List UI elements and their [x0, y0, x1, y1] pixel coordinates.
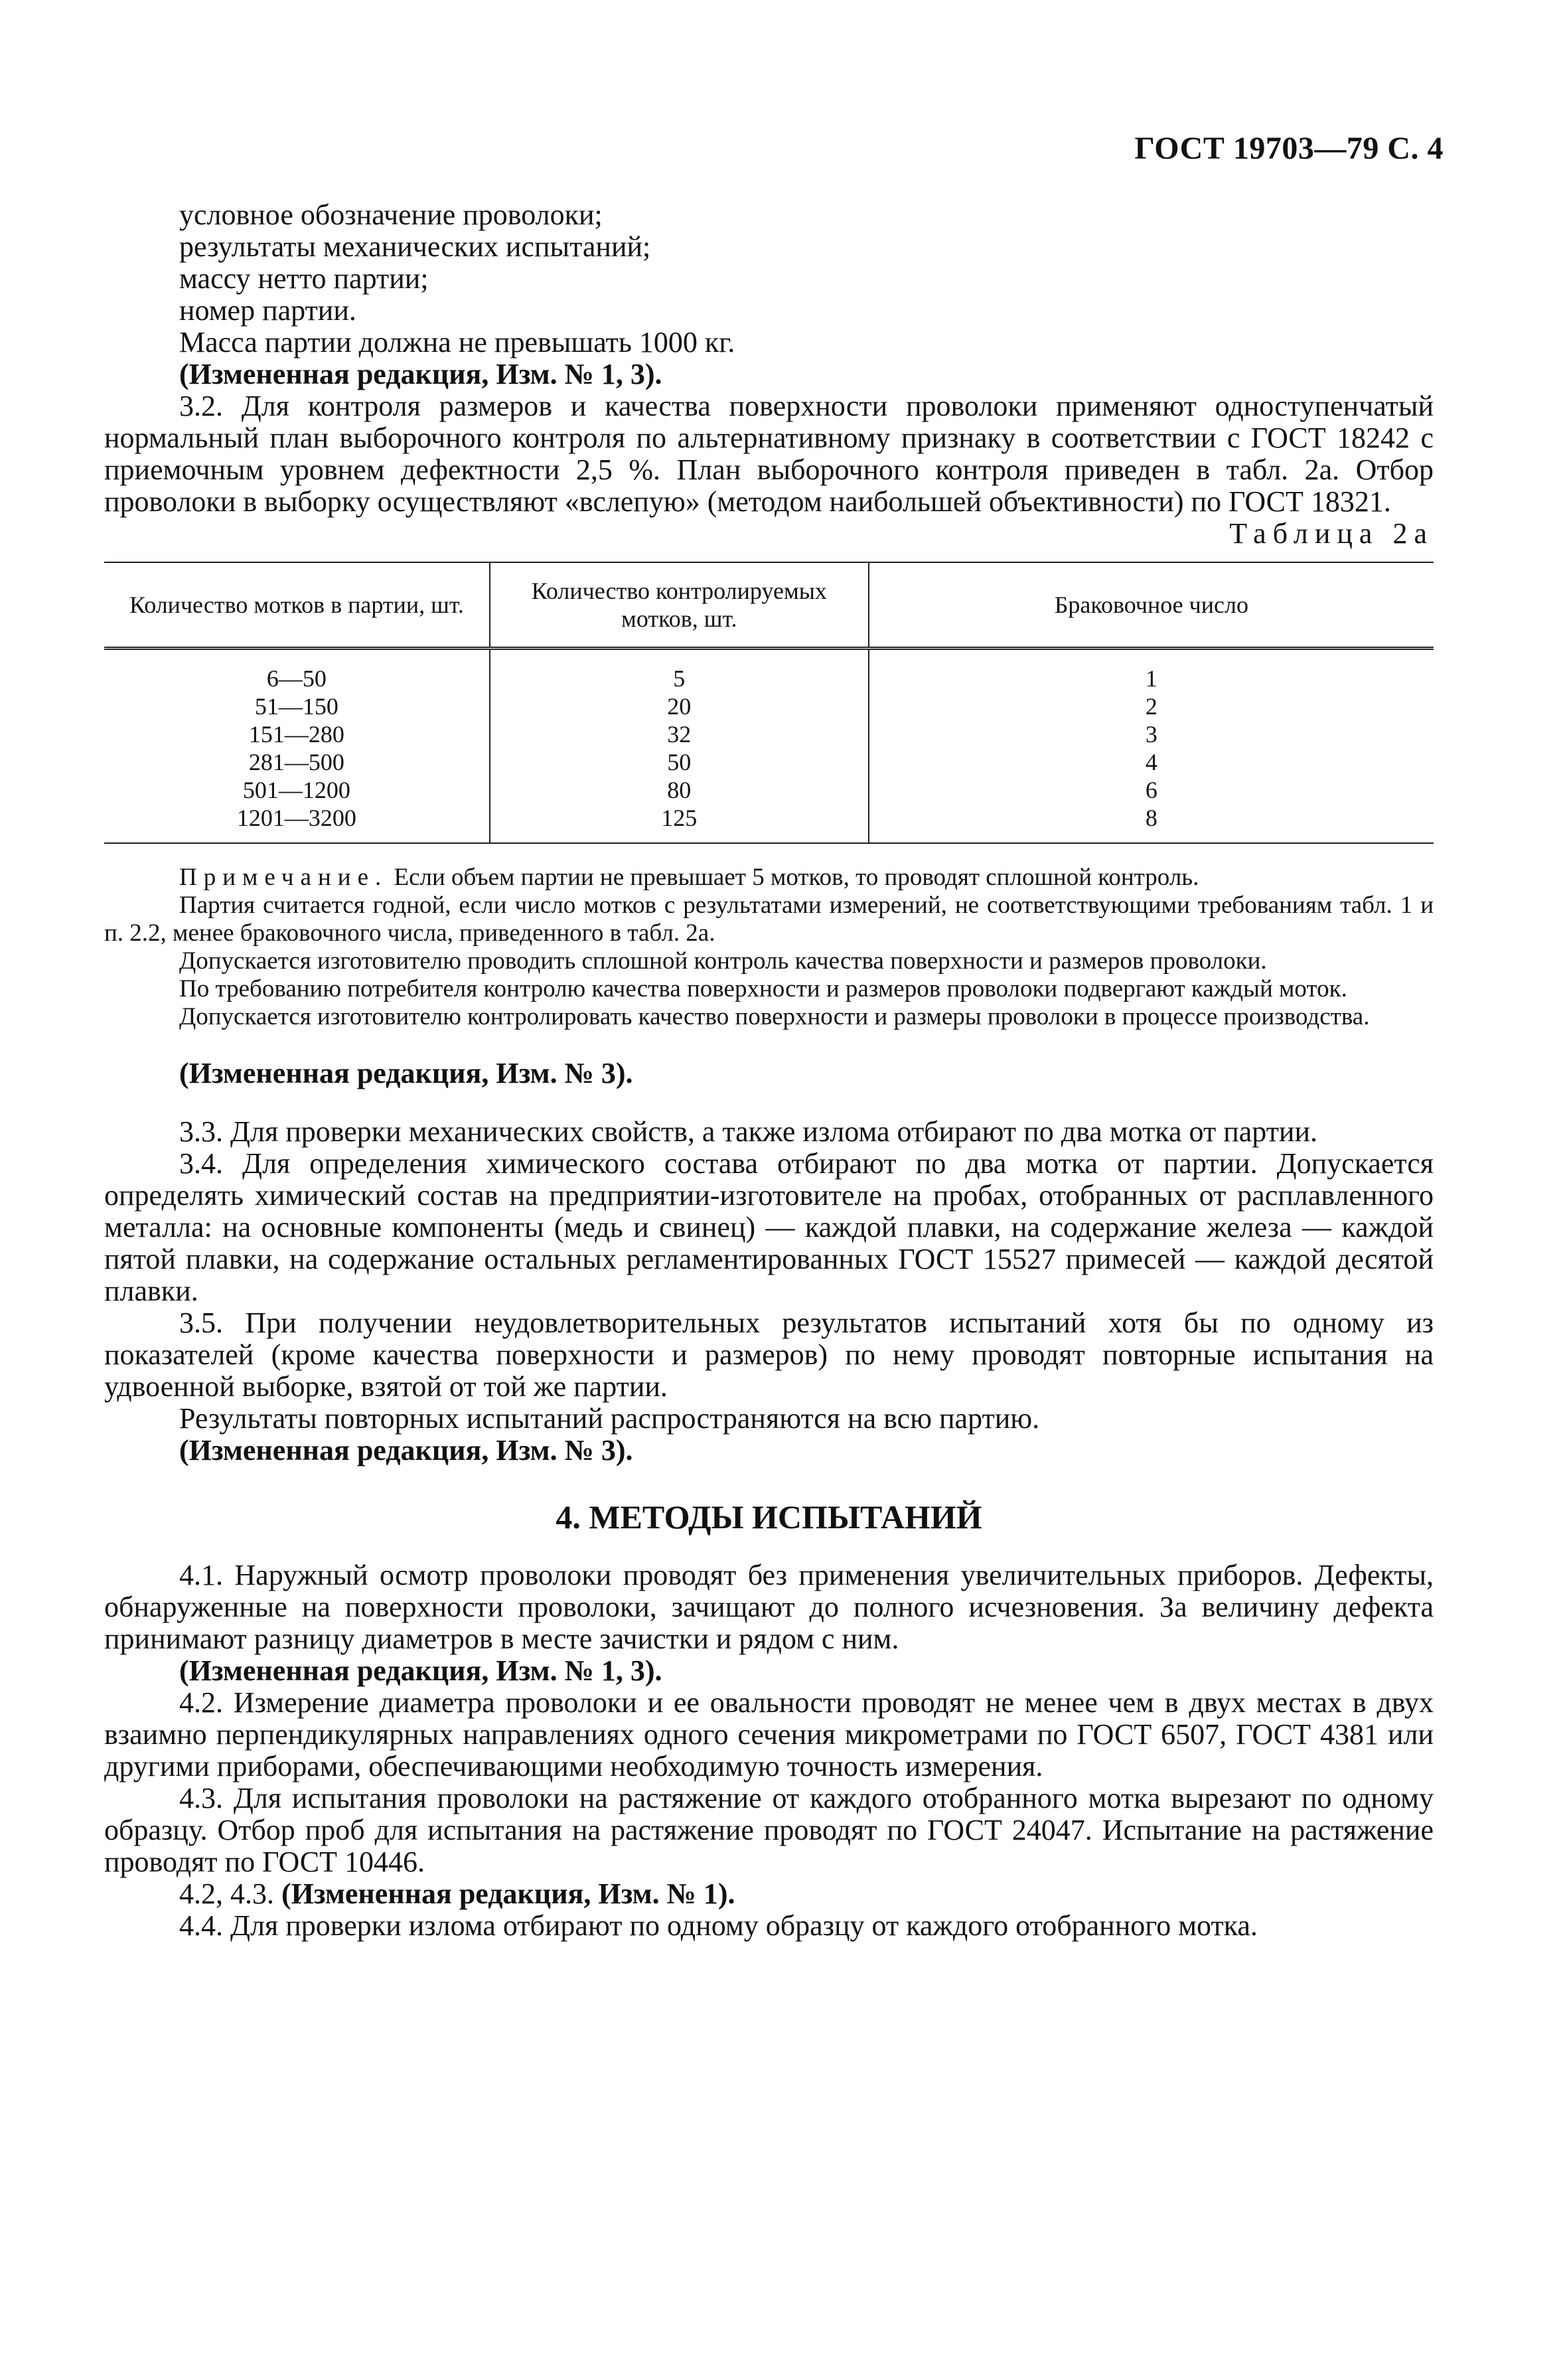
note-paragraph: Партия считается годной, если число мотков с результатами измерений, не соответствующими требованиям табл. 1 и п. 2.2, менее браковочного числа, приведенного в табл. 2а. [104, 892, 1434, 947]
list-item: массу нетто партии; [179, 262, 429, 295]
table-cell: 20 [490, 692, 869, 720]
note-paragraph: Допускается изготовителю контролировать качество поверхности и размеры проволоки в процессе производства. [179, 1003, 1370, 1030]
section-title: 4. МЕТОДЫ ИСПЫТАНИЙ [556, 1498, 982, 1536]
edit-text: (Измененная редакция, Изм. № 1). [281, 1877, 735, 1910]
table-row [104, 748, 1434, 776]
table-cell: 151—280 [248, 721, 344, 748]
table-cell: 6—50 [266, 665, 327, 692]
table-2a [104, 562, 1434, 844]
note-paragraph: По требованию потребителя контролю качества поверхности и размеров проволоки подвергают каждый моток. [179, 975, 1347, 1002]
column-header: Количество мотков в партии, шт. [104, 562, 490, 649]
edit-note-4-2-4-3 [104, 1878, 1434, 1910]
table-cell: 8 [869, 804, 1434, 843]
table-row [104, 720, 1434, 748]
table-row [104, 649, 1434, 693]
table-cell: 51—150 [254, 693, 338, 720]
paragraph-4-1: 4.1. Наружный осмотр проволоки проводят без применения увеличительных приборов. Дефекты, обнаруженные на поверхности проволоки, зачищают до полного исчезновения. За величину дефекта принимают разницу диаметров в месте зачистки и рядом с ним. [104, 1559, 1434, 1655]
paragraph-3-4: 3.4. Для определения химического состава отбирают по два мотка от партии. Допускается определять химический состав на предприятии-изготовителе на пробах, отобранных от расплавленного металла: на основные компоненты (медь и свинец) — каждой плавки, на содержание железа — каждой пятой плавки, на содержание остальных регламентированных ГОСТ 15527 примесей — каждой десятой плавки. [104, 1147, 1434, 1307]
table-note [104, 864, 1434, 1031]
column-header: Количество контролируемых мотков, шт. [490, 562, 869, 649]
edit-note: (Измененная редакция, Изм. № 1, 3). [179, 1654, 662, 1687]
edit-note: (Измененная редакция, Изм. № 1, 3). [179, 358, 662, 390]
table-cell: 1 [869, 649, 1434, 693]
list-item: результаты механических испытаний; [179, 230, 651, 263]
table-row [104, 692, 1434, 720]
paragraph-4-3: 4.3. Для испытания проволоки на растяжение от каждого отобранного мотка вырезают по одному образцу. Отбор проб для испытания на растяжение проводят по ГОСТ 24047. Испытание на растяжение проводят по ГОСТ 10446. [104, 1782, 1434, 1878]
note-text: Если объем партии не превышает 5 мотков, то проводят сплошной контроль. [394, 864, 1199, 891]
note-paragraph: Допускается изготовителю проводить сплошной контроль качества поверхности и размеров проволоки. [179, 947, 1267, 975]
edit-note: (Измененная редакция, Изм. № 3). [179, 1057, 633, 1089]
paragraph-4-2: 4.2. Измерение диаметра проволоки и ее овальности проводят не менее чем в двух местах в двух взаимно перпендикулярных направлениях одного сечения микрометрами по ГОСТ 6507, ГОСТ 4381 или другими приборами, обеспечивающими необходимую точность измерения. [104, 1686, 1434, 1783]
table-cell: 6 [869, 776, 1434, 804]
column-header: Браковочное число [869, 562, 1434, 649]
table-cell: 1201—3200 [236, 805, 356, 831]
list-item: Масса партии должна не превышать 1000 кг. [179, 326, 735, 358]
table-cell: 501—1200 [242, 777, 350, 803]
paragraph-3-5-result: Результаты повторных испытаний распространяются на всю партию. [179, 1402, 1040, 1435]
table-cell: 3 [869, 720, 1434, 748]
table-cell: 50 [490, 748, 869, 776]
table-caption: Таблица 2а [1229, 517, 1434, 550]
table-header-row [104, 562, 1434, 649]
table-cell: 281—500 [248, 749, 344, 775]
table-cell: 125 [490, 804, 869, 843]
table-cell: 4 [869, 748, 1434, 776]
table-row [104, 804, 1434, 843]
list-item: номер партии. [179, 294, 356, 327]
table-row [104, 776, 1434, 804]
table-cell: 32 [490, 720, 869, 748]
main-text [104, 199, 1434, 1942]
paragraph-3-3: 3.3. Для проверки механических свойств, а также излома отбирают по два мотка от партии. [179, 1115, 1318, 1148]
paragraph-3-2: 3.2. Для контроля размеров и качества поверхности проволоки применяют одноступенчатый нормальный план выборочного контроля по альтернативному признаку в соответствии с ГОСТ 18242 с приемочным уровнем дефектности 2,5 %. План выборочного контроля приведен в табл. 2а. Отбор проволоки в выборку осуществляют «вслепую» (методом наибольшей объективности) по ГОСТ 18321. [104, 390, 1434, 518]
page-header: ГОСТ 19703—79 С. 4 [1134, 131, 1444, 166]
list-item: условное обозначение проволоки; [179, 198, 603, 231]
note-label: Примечание. [179, 864, 388, 891]
note-first-line [104, 864, 1434, 892]
edit-note: (Измененная редакция, Изм. № 3). [179, 1434, 633, 1467]
paragraph-4-4: 4.4. Для проверки излома отбирают по одному образцу от каждого отобранного мотка. [179, 1909, 1258, 1942]
edit-prefix: 4.2, 4.3. [179, 1877, 274, 1910]
table-cell: 2 [869, 692, 1434, 720]
table-cell: 5 [490, 649, 869, 693]
paragraph-3-5: 3.5. При получении неудовлетворительных результатов испытаний хотя бы по одному из показателей (кроме качества поверхности и размеров) по нему проводят повторные испытания на удвоенной выборке, взятой от той же партии. [104, 1307, 1434, 1403]
table-cell: 80 [490, 776, 869, 804]
